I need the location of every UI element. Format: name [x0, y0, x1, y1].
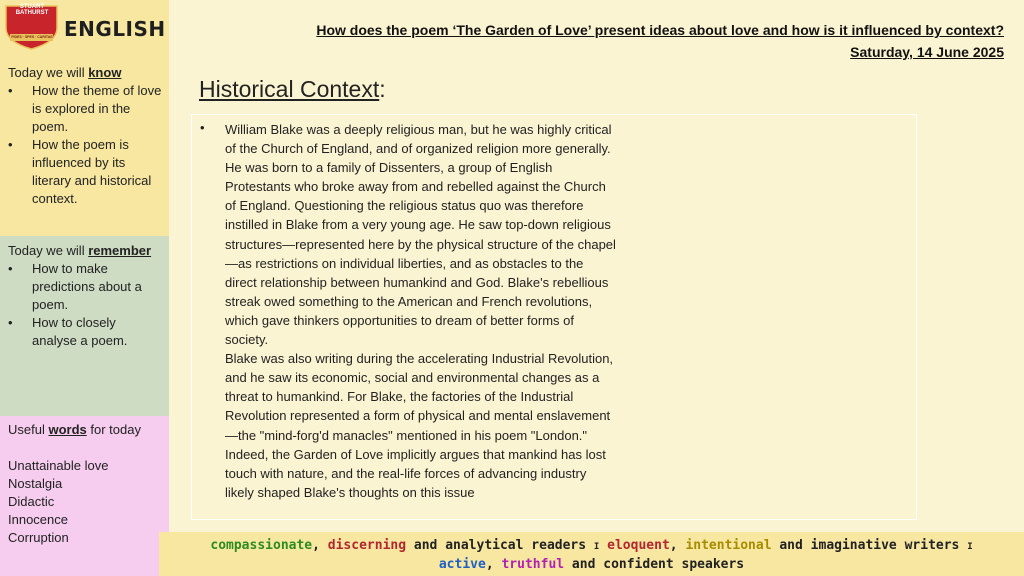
words-heading: Useful words for today [8, 422, 141, 437]
value-discerning: discerning [327, 538, 407, 553]
remember-content [8, 242, 162, 350]
vocab-word: Didactic [8, 494, 55, 509]
remember-panel [0, 236, 169, 416]
remember-list [8, 260, 162, 350]
lesson-date: Saturday, 14 June 2025 [850, 44, 1004, 60]
know-content [8, 64, 162, 208]
crest-motto: FIDES · SPES · CARITAS [11, 35, 53, 39]
know-panel [0, 56, 169, 236]
vocab-word: Corruption [8, 530, 69, 545]
context-paragraph-1: William Blake was a deeply religious man, but he was highly critical of the Church of England, and of organized religion more generally. He was born to a family of Dissenters, a group of English Protestants who broke away from and rebelled against the Church of England. Questioning the religious status quo was therefore instilled in Blake from a very young age. He saw top-down religious structures—represented here by the physical structure of the chapel—as restrictions on individual liberties, and as obstacles to the direct relationship between humankind and God. Blake's rebellious streak owed something to the American and French revolutions, which gave thinkers opportunities to dream of better forms of society. [225, 122, 616, 348]
lesson-question: How does the poem ‘The Garden of Love’ present ideas about love and how is it influenced by context? [316, 22, 1004, 38]
bullet-marker: • [200, 120, 205, 135]
words-panel [0, 416, 169, 576]
value-active: active [438, 557, 486, 572]
value-eloquent: eloquent [607, 538, 670, 553]
remember-heading: Today we will remember [8, 243, 152, 258]
words-content [8, 421, 141, 547]
values-line-1: compassionate, discerning and analytical readers I eloquent, intentional and imaginative writers I [210, 538, 973, 553]
value-truthful: truthful [501, 557, 565, 572]
logo-area [0, 0, 169, 56]
value-intentional: intentional [685, 538, 772, 553]
list-item: • How the poem is influenced by its literary and historical context. [8, 136, 162, 208]
list-item: • How to make predictions about a poem. [8, 260, 162, 314]
context-text [225, 120, 617, 502]
vocab-word: Innocence [8, 512, 68, 527]
know-list [8, 82, 162, 208]
context-text-box [191, 114, 917, 520]
sidebar [0, 0, 169, 576]
values-line-2: active, truthful and confident speakers [438, 557, 745, 572]
subject-title: ENGLISH [64, 17, 166, 41]
know-heading: Today we will know [8, 65, 122, 80]
vocab-word: Unattainable love [8, 458, 109, 473]
list-item: • How the theme of love is explored in the poem. [8, 82, 162, 136]
values-banner [159, 532, 1024, 576]
context-paragraph-2: Blake was also writing during the accelerating Industrial Revolution, and he saw its economic, social and environmental changes as a threat to humankind. For Blake, the factories of the Industrial Revolution represented a form of physical and mental enslavement—the "mind-forg'd manacles" mentioned in his poem "London." Indeed, the Garden of Love implicitly argues that mankind has lost touch with nature, and the real-life forces of advancing industry likely shaped Blake's thoughts on this issue [225, 351, 614, 500]
vocab-word: Nostalgia [8, 476, 63, 491]
value-compassionate: compassionate [210, 538, 313, 553]
list-item: • How to closely analyse a poem. [8, 314, 162, 350]
crest-name: STUART BATHURST [15, 4, 49, 16]
section-title: Historical Context: [199, 76, 386, 102]
